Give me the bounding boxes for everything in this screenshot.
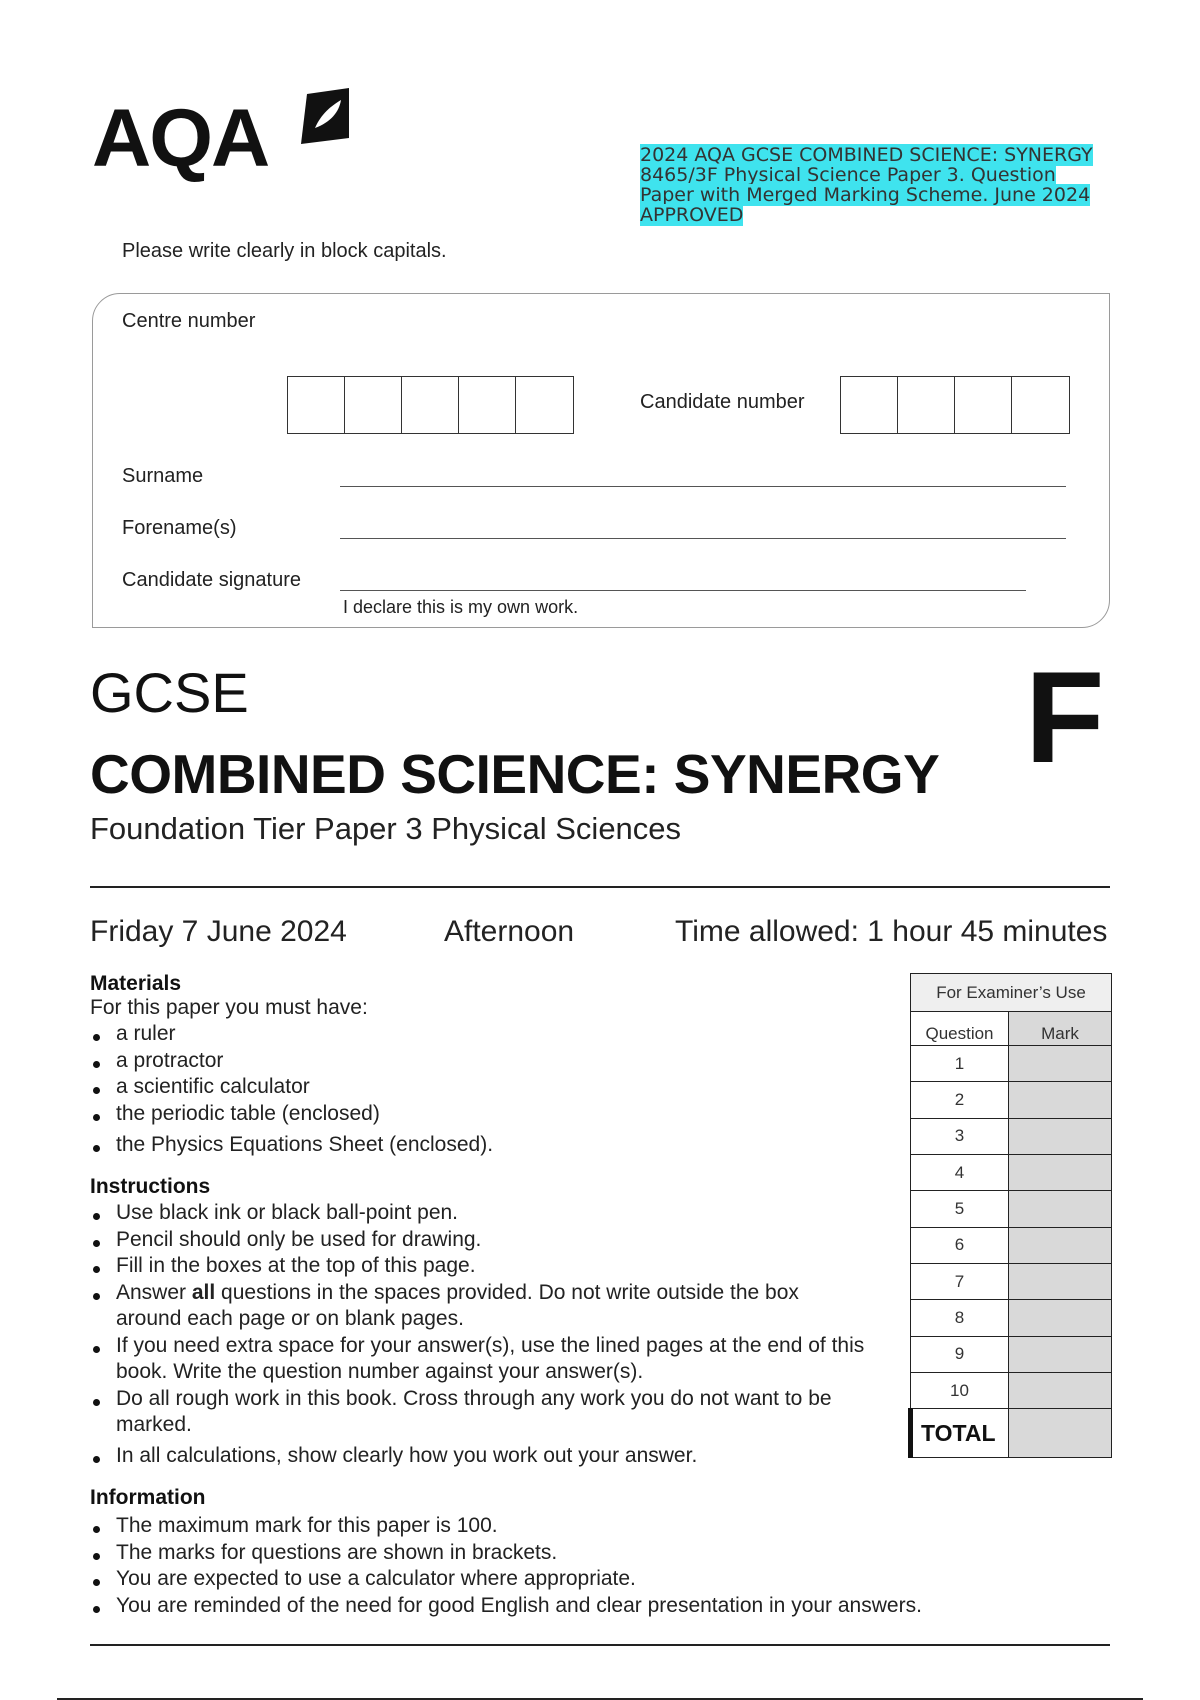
- list-item-text: questions in the spaces provided. Do not write outside the box around each page or on blank pages.: [116, 1280, 799, 1330]
- centre-digit-box[interactable]: [288, 377, 345, 433]
- centre-digit-box[interactable]: [345, 377, 402, 433]
- question-number: 2: [911, 1082, 1009, 1118]
- question-number: 9: [911, 1336, 1009, 1372]
- surname-field[interactable]: [340, 486, 1066, 487]
- forenames-label: Forename(s): [122, 517, 237, 539]
- list-item: The marks for questions are shown in brackets.: [90, 1540, 1090, 1567]
- aqa-flag-icon: [297, 88, 353, 146]
- list-item: a protractor: [90, 1048, 493, 1075]
- signature-label: Candidate signature: [122, 569, 302, 591]
- centre-digit-box[interactable]: [459, 377, 516, 433]
- signature-field[interactable]: [340, 590, 1026, 591]
- list-item: a ruler: [90, 1021, 493, 1048]
- document-title-note: [640, 145, 1110, 225]
- centre-number-boxes[interactable]: [287, 376, 574, 434]
- list-item: Use black ink or black ball-point pen.: [90, 1200, 890, 1227]
- mark-cell: [1009, 1082, 1112, 1118]
- surname-label: Surname: [122, 465, 204, 487]
- question-number: 6: [911, 1227, 1009, 1263]
- candidate-digit-box[interactable]: [955, 377, 1012, 433]
- time-allowed: Time allowed: 1 hour 45 minutes: [675, 915, 1108, 948]
- candidate-digit-box[interactable]: [841, 377, 898, 433]
- question-number: 7: [911, 1264, 1009, 1300]
- centre-digit-box[interactable]: [516, 377, 573, 433]
- question-number: 4: [911, 1155, 1009, 1191]
- materials-intro: For this paper you must have:: [90, 996, 368, 1019]
- list-item: The maximum mark for this paper is 100.: [90, 1513, 1090, 1540]
- mark-column-header: Mark: [1009, 1012, 1112, 1046]
- candidate-digit-box[interactable]: [1012, 377, 1069, 433]
- materials-heading: Materials: [90, 972, 182, 995]
- examiner-table-title: For Examiner’s Use: [911, 974, 1112, 1012]
- list-item: the periodic table (enclosed): [90, 1101, 493, 1128]
- list-item-text: Answer: [116, 1280, 192, 1304]
- list-item: Fill in the boxes at the top of this page.: [90, 1253, 890, 1280]
- divider: [90, 1644, 1110, 1646]
- mark-cell: [1009, 1264, 1112, 1300]
- mark-cell: [1009, 1227, 1112, 1263]
- question-number: 10: [911, 1373, 1009, 1409]
- list-item: You are expected to use a calculator where appropriate.: [90, 1566, 1090, 1593]
- materials-list: [90, 1021, 493, 1159]
- question-number: 1: [911, 1046, 1009, 1082]
- block-capitals-instruction: Please write clearly in block capitals.: [122, 240, 447, 262]
- subject-title: COMBINED SCIENCE: SYNERGY: [90, 743, 940, 805]
- candidate-digit-box[interactable]: [898, 377, 955, 433]
- forenames-field[interactable]: [340, 538, 1066, 539]
- mark-cell: [1009, 1373, 1112, 1409]
- exam-date: Friday 7 June 2024: [90, 915, 347, 948]
- tier-letter: F: [1025, 644, 1105, 790]
- qualification-title: GCSE: [90, 661, 249, 724]
- list-item: the Physics Equations Sheet (enclosed).: [90, 1132, 493, 1159]
- exam-session: Afternoon: [444, 915, 575, 948]
- mark-cell: [1009, 1155, 1112, 1191]
- list-item: a scientific calculator: [90, 1074, 493, 1101]
- candidate-number-boxes[interactable]: [840, 376, 1070, 434]
- list-item: Do all rough work in this book. Cross through any work you do not want to be marked.: [90, 1386, 850, 1439]
- question-column-header: Question: [911, 1012, 1009, 1046]
- instructions-list: [90, 1200, 890, 1469]
- declaration-text: I declare this is my own work.: [343, 597, 579, 617]
- list-item: [90, 1280, 860, 1333]
- examiner-use-table: [908, 973, 1112, 1458]
- list-item: In all calculations, show clearly how you work out your answer.: [90, 1443, 890, 1470]
- list-item: Pencil should only be used for drawing.: [90, 1227, 890, 1254]
- total-mark-cell: [1009, 1409, 1112, 1458]
- candidate-number-label: Candidate number: [640, 391, 805, 413]
- centre-digit-box[interactable]: [402, 377, 459, 433]
- information-list: [90, 1513, 1090, 1619]
- list-item-emphasis: all: [191, 1280, 216, 1304]
- centre-number-label: Centre number: [122, 310, 256, 332]
- mark-cell: [1009, 1046, 1112, 1082]
- title-note-text: 2024 AQA GCSE COMBINED SCIENCE: SYNERGY 8465/3F Physical Science Paper 3. Question Paper with Merged Marking Scheme. June 2024 APPROVED: [640, 144, 1093, 226]
- question-number: 3: [911, 1118, 1009, 1154]
- aqa-logo-text: AQA: [92, 93, 269, 184]
- question-number: 8: [911, 1300, 1009, 1336]
- question-number: 5: [911, 1191, 1009, 1227]
- total-label: TOTAL: [911, 1409, 1009, 1458]
- divider: [90, 886, 1110, 888]
- information-heading: Information: [90, 1486, 206, 1509]
- mark-cell: [1009, 1118, 1112, 1154]
- list-item: You are reminded of the need for good English and clear presentation in your answers.: [90, 1593, 1090, 1620]
- aqa-logo: [92, 88, 352, 184]
- mark-cell: [1009, 1300, 1112, 1336]
- mark-cell: [1009, 1191, 1112, 1227]
- paper-title: Foundation Tier Paper 3 Physical Sciences: [90, 811, 682, 846]
- instructions-heading: Instructions: [90, 1175, 211, 1198]
- list-item: If you need extra space for your answer(s), use the lined pages at the end of this book. Write the question number against your answer(s).: [90, 1333, 890, 1386]
- mark-cell: [1009, 1336, 1112, 1372]
